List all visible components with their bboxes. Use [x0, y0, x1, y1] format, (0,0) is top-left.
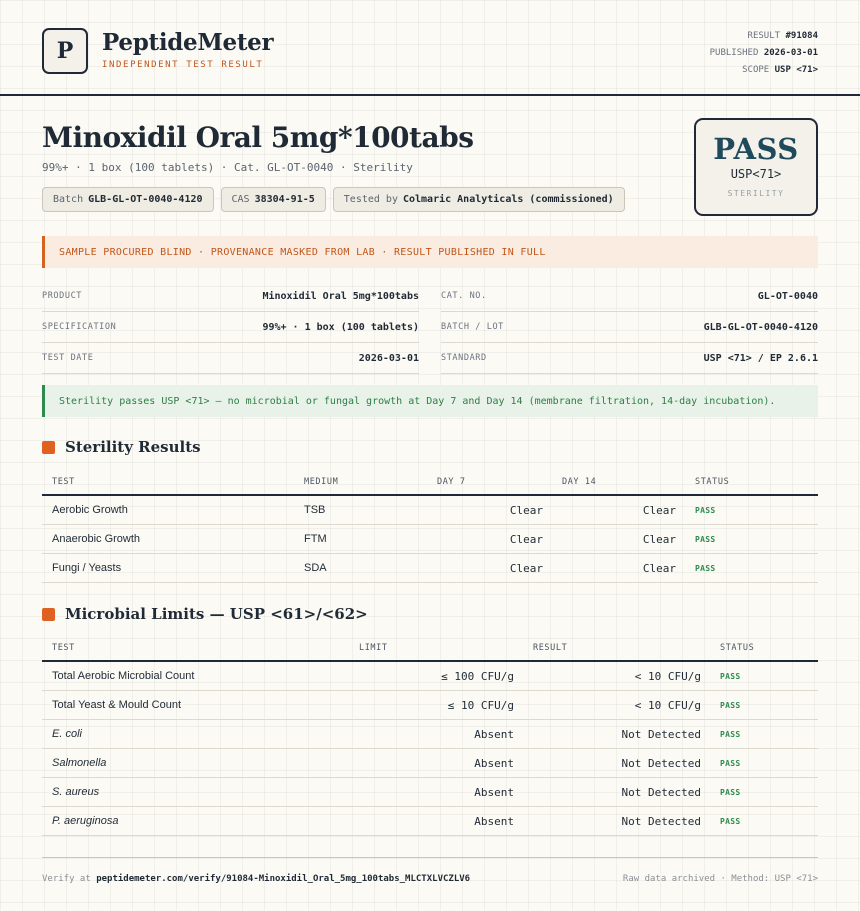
table-row — [42, 720, 818, 749]
product-title: Minoxidil Oral 5mg*100tabs — [42, 121, 474, 154]
sterility-section-heading — [42, 438, 201, 456]
published-date: 2026-03-01 — [763, 48, 818, 58]
batch-chip — [42, 187, 214, 212]
limit: ≤ 10 CFU/g — [447, 699, 514, 712]
limit: Absent — [474, 757, 514, 770]
limit: Absent — [474, 728, 514, 741]
info-label: PRODUCT — [42, 291, 83, 301]
info-row-cat-no — [441, 281, 818, 312]
chip-value: GLB-GL-OT-0040-4120 — [88, 194, 203, 205]
status-badge: PASS — [720, 759, 741, 768]
column-header: TEST — [52, 643, 75, 653]
status-badge: PASS — [720, 701, 741, 710]
table-row — [42, 691, 818, 720]
result: Not Detected — [621, 728, 701, 741]
chip-label: Tested by — [343, 194, 398, 205]
verify-link[interactable]: peptidemeter.com/verify/91084-Minoxidil_Oral_5mg_100tabs_MLCTXLVCZLV6 — [96, 874, 471, 884]
info-value: Minoxidil Oral 5mg*100tabs — [262, 290, 419, 302]
section-marker-icon — [42, 441, 55, 454]
limit: ≤ 100 CFU/g — [441, 670, 514, 683]
cas-chip — [221, 187, 326, 212]
info-row-product — [42, 281, 419, 312]
status-badge: PASS — [720, 730, 741, 739]
section-marker-icon — [42, 608, 55, 621]
method-note: Raw data archived · Method: USP <71> — [622, 874, 818, 884]
day14-result: Clear — [642, 504, 676, 517]
day7-result: Clear — [509, 562, 543, 575]
table-row — [42, 749, 818, 778]
status-badge: PASS — [720, 817, 741, 826]
info-row-specification — [42, 312, 419, 343]
info-label: TEST DATE — [42, 353, 94, 363]
result-label: RESULT — [747, 31, 781, 41]
table-row — [42, 778, 818, 807]
info-row-batch — [441, 312, 818, 343]
info-row-standard — [441, 343, 818, 374]
info-label: CAT. NO. — [441, 291, 487, 301]
verdict-standard: USP<71> — [730, 167, 782, 181]
product-chips — [42, 187, 625, 212]
limit: Absent — [474, 786, 514, 799]
medium: FTM — [304, 533, 327, 545]
product-subtitle: 99%+ · 1 box (100 tablets) · Cat. GL-OT-0040 · Sterility — [42, 161, 413, 174]
verdict-scope: STERILITY — [727, 189, 785, 198]
column-header: TEST — [52, 477, 75, 487]
report-footer — [42, 857, 818, 884]
day7-result: Clear — [509, 533, 543, 546]
procurement-notice: SAMPLE PROCURED BLIND · PROVENANCE MASKED FROM LAB · RESULT PUBLISHED IN FULL — [42, 236, 818, 268]
test-name: Salmonella — [52, 757, 107, 769]
info-value: GLB-GL-OT-0040-4120 — [703, 321, 818, 333]
result-id: #91084 — [785, 31, 818, 41]
info-value: GL-OT-0040 — [757, 290, 818, 302]
result: Not Detected — [621, 757, 701, 770]
status-badge: PASS — [695, 564, 716, 573]
table-row — [42, 525, 818, 554]
status-badge: PASS — [720, 788, 741, 797]
chip-value: Colmaric Analyticals (commissioned) — [402, 194, 614, 205]
result: Not Detected — [621, 786, 701, 799]
result-id-line — [710, 28, 818, 45]
info-value: USP <71> / EP 2.6.1 — [703, 352, 818, 364]
table-header — [42, 634, 818, 662]
section-title: Sterility Results — [65, 438, 201, 456]
verify-line — [42, 874, 470, 884]
published-line — [710, 45, 818, 62]
scope-value: USP <71> — [774, 65, 818, 75]
column-header: LIMIT — [359, 643, 388, 653]
medium: TSB — [304, 504, 326, 516]
report-meta — [710, 28, 818, 79]
verdict-badge — [694, 118, 818, 216]
info-value: 2026-03-01 — [358, 352, 419, 364]
table-row — [42, 662, 818, 691]
day14-result: Clear — [642, 533, 676, 546]
test-name: Fungi / Yeasts — [52, 562, 122, 574]
chip-label: CAS — [231, 194, 250, 205]
status-badge: PASS — [695, 535, 716, 544]
status-badge: PASS — [720, 672, 741, 681]
medium: SDA — [304, 562, 327, 574]
info-label: BATCH / LOT — [441, 322, 504, 332]
test-name: P. aeruginosa — [52, 815, 119, 827]
report-header — [0, 0, 860, 96]
verify-label: Verify at — [42, 874, 91, 884]
brand-tagline: INDEPENDENT TEST RESULT — [102, 60, 264, 70]
column-header: STATUS — [720, 643, 755, 653]
section-title: Microbial Limits — USP <61>/<62> — [65, 605, 368, 623]
column-header: DAY 14 — [562, 477, 597, 487]
chip-label: Batch — [53, 194, 84, 205]
result: < 10 CFU/g — [634, 670, 701, 683]
info-value: 99%+ · 1 box (100 tablets) — [262, 321, 419, 333]
status-badge: PASS — [695, 506, 716, 515]
info-label: SPECIFICATION — [42, 322, 117, 332]
sterility-table — [42, 468, 818, 584]
scope-label: SCOPE — [742, 65, 770, 75]
table-row — [42, 807, 818, 836]
microbial-limits-table — [42, 634, 818, 838]
table-row — [42, 496, 818, 525]
brand-name: PeptideMeter — [102, 29, 274, 56]
test-name: E. coli — [52, 728, 82, 740]
result: Not Detected — [621, 815, 701, 828]
info-label: STANDARD — [441, 353, 487, 363]
chip-value: 38304-91-5 — [254, 194, 315, 205]
test-name: S. aureus — [52, 786, 100, 798]
limit: Absent — [474, 815, 514, 828]
tested-by-chip — [333, 187, 625, 212]
microbial-section-heading — [42, 605, 368, 623]
summary-note: Sterility passes USP <71> — no microbial or fungal growth at Day 7 and Day 14 (membrane filtration, 14-day incubation). — [42, 385, 818, 417]
test-name: Total Yeast & Mould Count — [52, 699, 182, 711]
test-name: Total Aerobic Microbial Count — [52, 670, 195, 682]
info-row-test-date — [42, 343, 419, 374]
column-header: MEDIUM — [304, 477, 339, 487]
column-header: STATUS — [695, 477, 730, 487]
test-name: Aerobic Growth — [52, 504, 128, 516]
day14-result: Clear — [642, 562, 676, 575]
result: < 10 CFU/g — [634, 699, 701, 712]
test-name: Anaerobic Growth — [52, 533, 141, 545]
column-header: RESULT — [533, 643, 568, 653]
published-label: PUBLISHED — [709, 48, 759, 58]
column-header: DAY 7 — [437, 477, 466, 487]
verdict-text: PASS — [713, 132, 799, 166]
brand-logo: P — [42, 28, 88, 74]
scope-line — [710, 62, 818, 79]
table-header — [42, 468, 818, 496]
table-row — [42, 554, 818, 583]
day7-result: Clear — [509, 504, 543, 517]
